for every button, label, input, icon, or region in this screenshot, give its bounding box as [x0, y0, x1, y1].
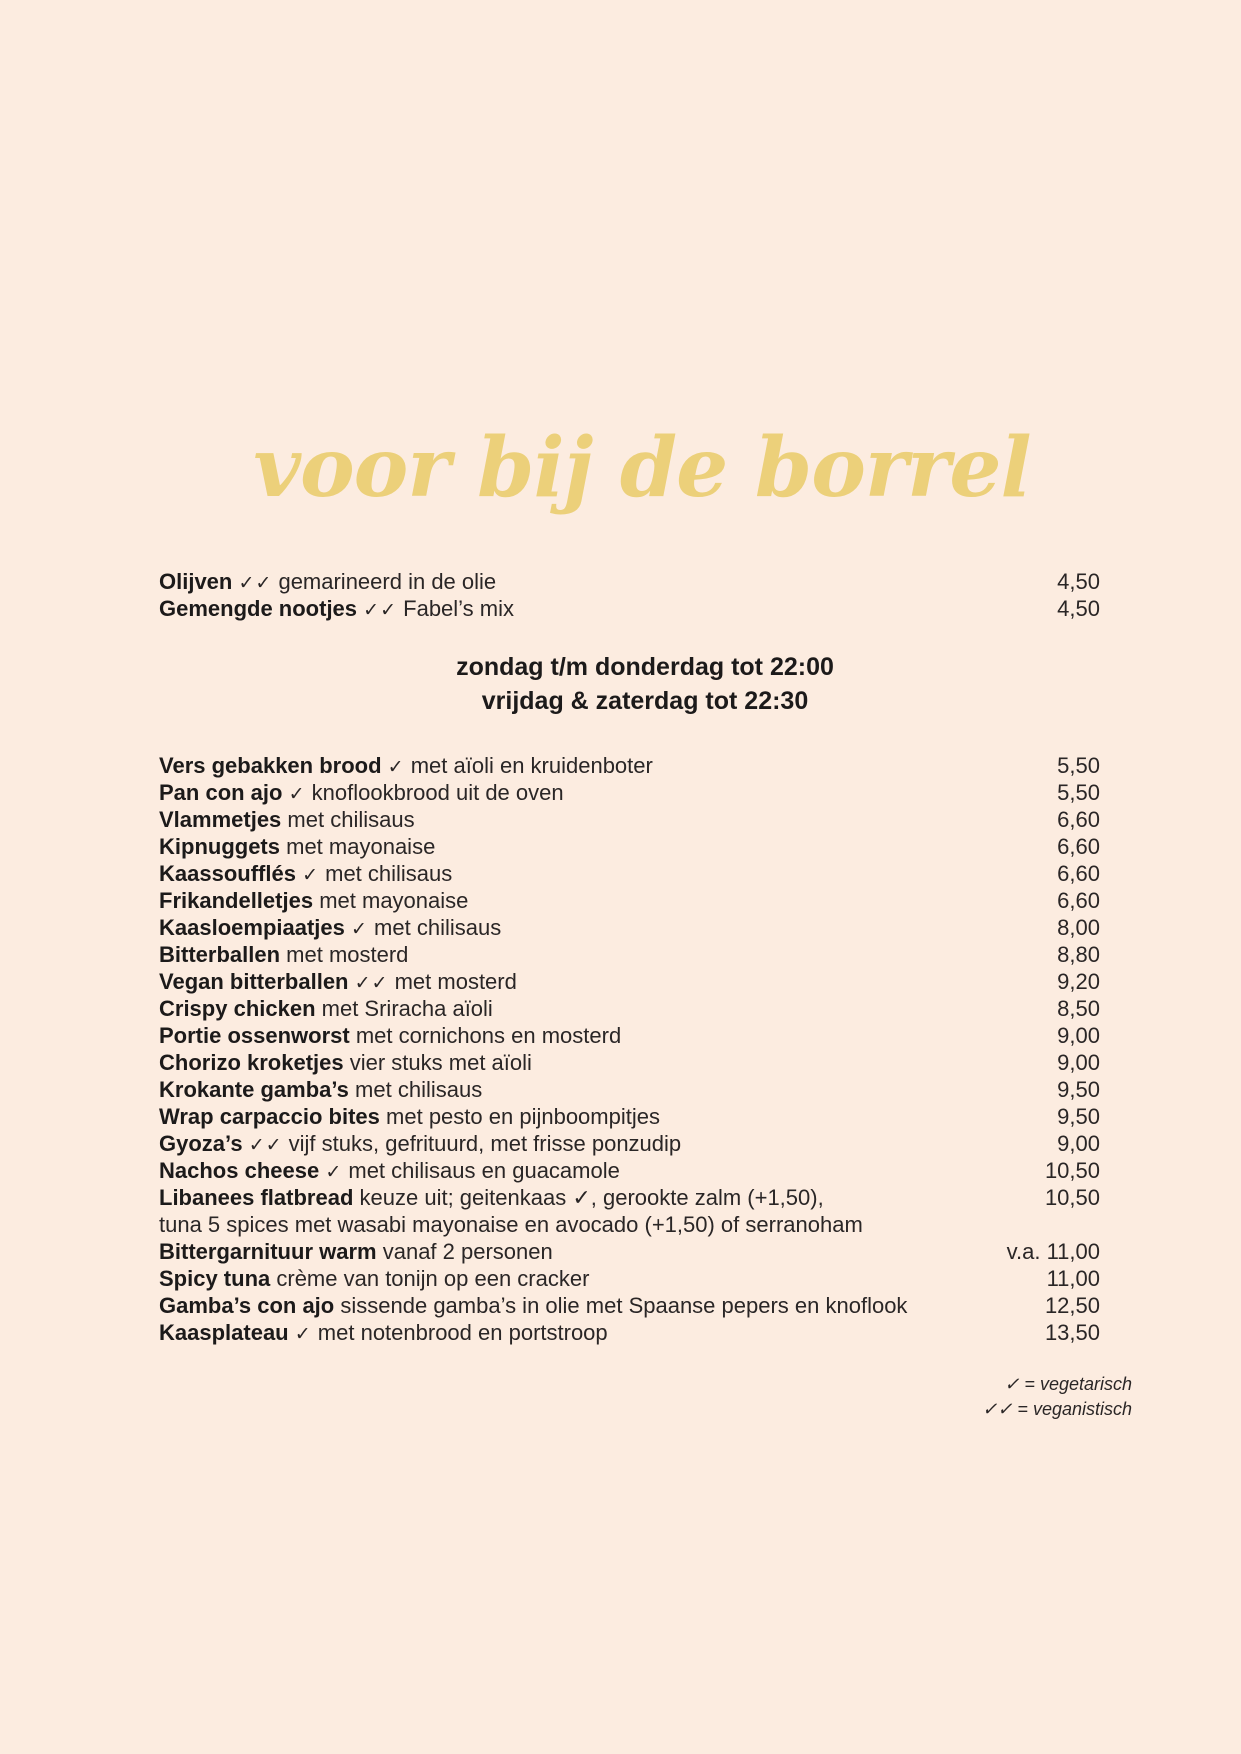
menu-item-description: met mosterd [286, 942, 409, 967]
legend-vegan: ✓✓ = veganistisch [982, 1399, 1132, 1419]
menu-item-name: Wrap carpaccio bites [159, 1104, 380, 1129]
menu-section-borrel [159, 752, 1100, 1346]
menu-item-price: 13,50 [1044, 1320, 1100, 1345]
menu-item-price: 9,50 [1057, 1077, 1100, 1102]
menu-item [159, 1319, 1100, 1346]
menu-item-name: Olijven [159, 569, 233, 594]
hours-line-weekdays: zondag t/m donderdag tot 22:00 [456, 653, 834, 681]
menu-item-description: Fabel’s mix [403, 596, 514, 621]
diet-legend [982, 1372, 1132, 1422]
menu-item-description: crème van tonijn op een cracker [276, 1266, 590, 1291]
menu-item-name: Crispy chicken [159, 996, 316, 1021]
menu-item-name: Portie ossenworst [159, 1023, 350, 1048]
menu-item-price: 9,20 [1057, 969, 1100, 994]
menu-item-price: 8,50 [1057, 996, 1100, 1021]
menu-item-description: gemarineerd in de olie [278, 569, 497, 594]
menu-item-description: sissende gamba’s in olie met Spaanse pepers en knoflook [340, 1293, 908, 1318]
veg-check-icon: ✓ [387, 757, 405, 778]
menu-item-price: 5,50 [1057, 780, 1100, 805]
veg-check-icon: ✓ [288, 784, 306, 805]
menu-item-price: 9,50 [1057, 1104, 1100, 1129]
menu-item-name: Spicy tuna [159, 1266, 271, 1291]
menu-item-price: 9,00 [1057, 1050, 1100, 1075]
menu-section-snacks [159, 568, 1100, 622]
menu-item [159, 806, 1100, 833]
menu-item [159, 1049, 1100, 1076]
menu-item [159, 1103, 1100, 1130]
menu-item [159, 1238, 1100, 1265]
menu-item-name: Kaasplateau [159, 1320, 289, 1345]
menu-item-description: met Sriracha aïoli [321, 996, 493, 1021]
menu-item-price: v.a. 11,00 [1006, 1239, 1100, 1264]
menu-item [159, 1292, 1100, 1319]
menu-item-name: Chorizo kroketjes [159, 1050, 344, 1075]
veg-check-icon: ✓ [325, 1162, 343, 1183]
menu-item [159, 1157, 1100, 1184]
menu-item-name: Pan con ajo [159, 780, 283, 805]
menu-item-price: 4,50 [1057, 596, 1100, 621]
menu-item-name: Kaasloempiaatjes [159, 915, 345, 940]
menu-item-description: met mayonaise [319, 888, 469, 913]
menu-item-name: Kaassoufflés [159, 861, 296, 886]
menu-item-price: 8,80 [1057, 942, 1100, 967]
menu-item-price: 5,50 [1057, 753, 1100, 778]
menu-item [159, 941, 1100, 968]
menu-item [159, 860, 1100, 887]
menu-item [159, 568, 1100, 595]
menu-item-description: met cornichons en mosterd [355, 1023, 622, 1048]
menu-item-name: Vlammetjes [159, 807, 282, 832]
legend-vegetarian: ✓ = vegetarisch [1004, 1374, 1132, 1394]
menu-item-price: 8,00 [1057, 915, 1100, 940]
menu-item-description: tuna 5 spices met wasabi mayonaise en avocado (+1,50) of serranoham [159, 1212, 863, 1237]
menu-item-description: met chilisaus [287, 807, 415, 832]
hours-line-weekend: vrijdag & zaterdag tot 22:30 [481, 687, 809, 715]
veg-check-icon: ✓ [294, 1324, 312, 1345]
menu-item-description: met chilisaus [355, 1077, 483, 1102]
menu-item-description: vier stuks met aïoli [349, 1050, 532, 1075]
menu-item-name: Kipnuggets [159, 834, 280, 859]
menu-item [159, 779, 1100, 806]
veg-check-icon: ✓ [302, 865, 319, 886]
menu-item-name: Vegan bitterballen [159, 969, 349, 994]
menu-item-description: vijf stuks, gefrituurd, met frisse ponzudip [288, 1131, 682, 1156]
veg-check-icon: ✓✓ [354, 973, 389, 994]
menu-item-name: Bittergarnituur warm [159, 1239, 377, 1264]
veg-check-icon: ✓✓ [363, 600, 398, 621]
menu-item-description: met aïoli en kruidenboter [410, 753, 653, 778]
menu-item-description: met chilisaus [374, 915, 502, 940]
menu-item [159, 1130, 1100, 1157]
menu-item [159, 1184, 1100, 1211]
veg-check-icon: ✓ [351, 919, 368, 940]
menu-item-price: 4,50 [1057, 569, 1100, 594]
menu-item-price: 6,60 [1057, 807, 1100, 832]
menu-item-name: Nachos cheese [159, 1158, 320, 1183]
menu-item-description: met mayonaise [286, 834, 436, 859]
menu-item-price: 10,50 [1044, 1185, 1100, 1210]
menu-item-name: Vers gebakken brood [159, 753, 382, 778]
menu-item [159, 914, 1100, 941]
menu-item-name: Gyoza’s [159, 1131, 243, 1156]
menu-item-name: Bitterballen [159, 942, 281, 967]
menu-item [159, 595, 1100, 622]
menu-item [159, 833, 1100, 860]
menu-item-description: met notenbrood en portstroop [317, 1320, 608, 1345]
menu-item-description: met pesto en pijnboompitjes [386, 1104, 660, 1129]
menu-item-price: 6,60 [1057, 888, 1100, 913]
menu-item-description: knoflookbrood uit de oven [311, 780, 564, 805]
menu-item-description: met mosterd [394, 969, 517, 994]
menu-item-price: 9,00 [1057, 1023, 1100, 1048]
menu-title: voor bij de borrel [253, 420, 1031, 516]
menu-item-description: met chilisaus [325, 861, 453, 886]
opening-hours [0, 650, 1241, 718]
menu-item-description: met chilisaus en guacamole [348, 1158, 620, 1183]
menu-item-price: 12,50 [1044, 1293, 1100, 1318]
menu-item-price: 6,60 [1057, 834, 1100, 859]
menu-item [159, 1211, 1100, 1238]
menu-item [159, 1265, 1100, 1292]
menu-item-name: Gemengde nootjes [159, 596, 358, 621]
menu-item-name: Krokante gamba’s [159, 1077, 349, 1102]
menu-item [159, 887, 1100, 914]
menu-item-description: keuze uit; geitenkaas ✓, gerookte zalm (+1,50), [359, 1185, 824, 1210]
menu-item [159, 968, 1100, 995]
menu-item-description: vanaf 2 personen [382, 1239, 553, 1264]
menu-item-name: Libanees flatbread [159, 1185, 354, 1210]
menu-item-price: 9,00 [1057, 1131, 1100, 1156]
menu-item-name: Frikandelletjes [159, 888, 314, 913]
veg-check-icon: ✓✓ [248, 1135, 283, 1156]
veg-check-icon: ✓✓ [238, 573, 273, 594]
menu-item-name: Gamba’s con ajo [159, 1293, 335, 1318]
menu-item-price: 11,00 [1046, 1266, 1100, 1291]
menu-item [159, 1076, 1100, 1103]
menu-item [159, 995, 1100, 1022]
menu-item-price: 10,50 [1044, 1158, 1100, 1183]
menu-item-price: 6,60 [1057, 861, 1100, 886]
menu-item [159, 752, 1100, 779]
menu-item [159, 1022, 1100, 1049]
